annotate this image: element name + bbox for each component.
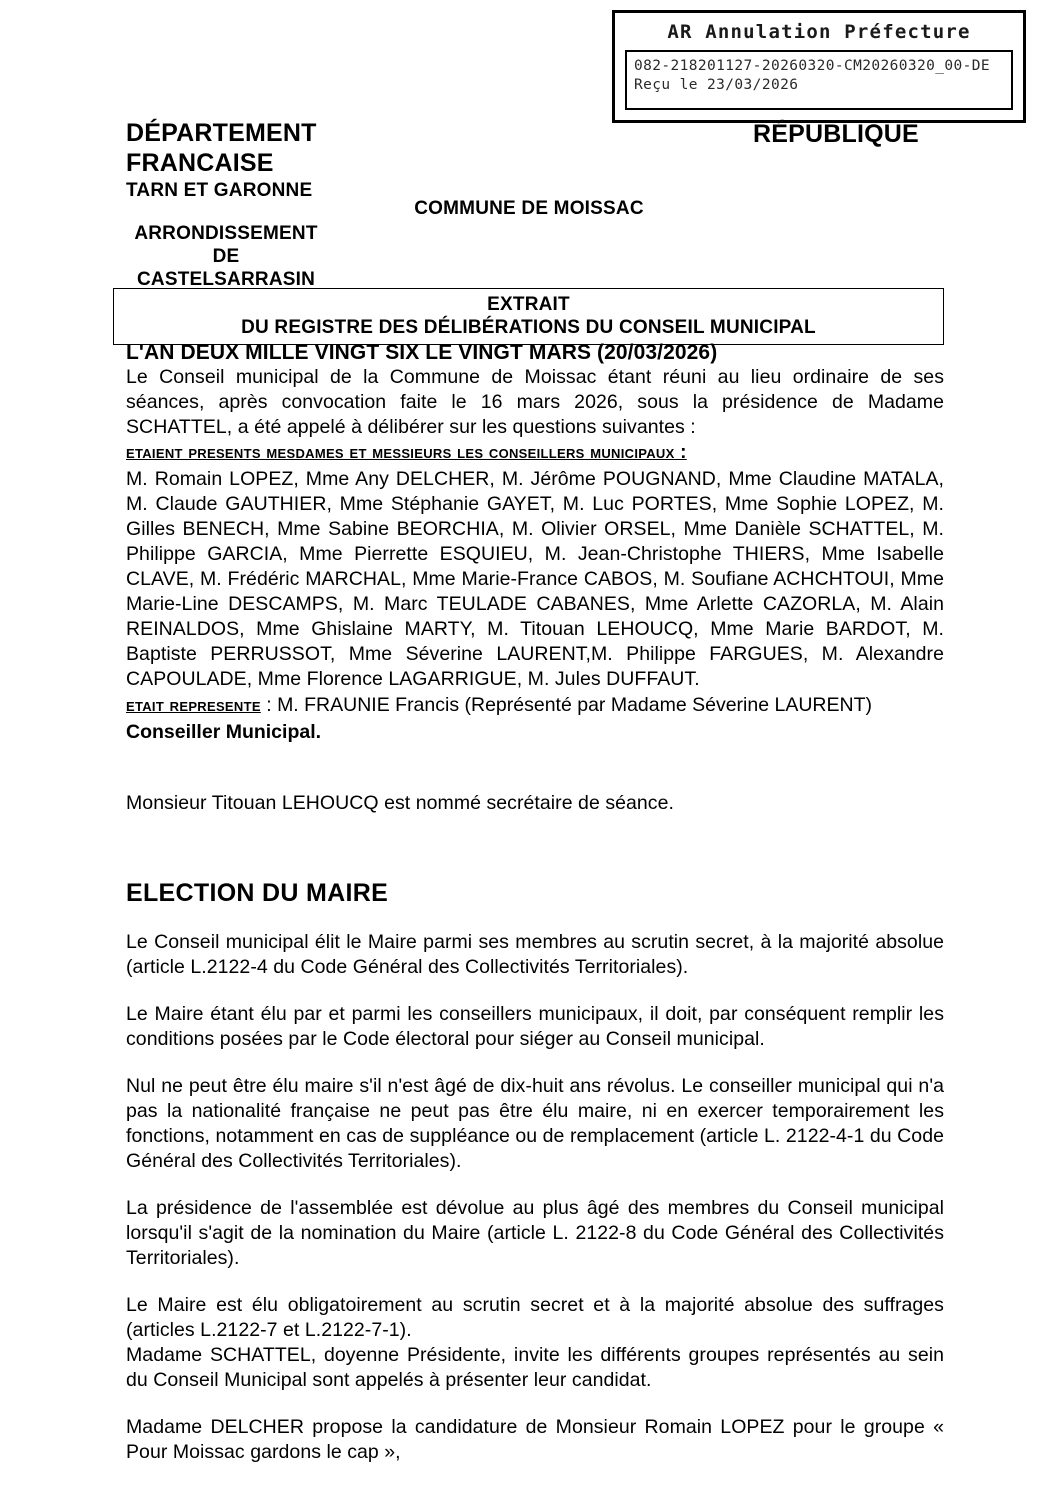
department-block [126,118,456,204]
section-heading-election-du-maire: ELECTION DU MAIRE [126,879,389,907]
extrait-subtitle: DU REGISTRE DES DÉLIBÉRATIONS DU CONSEIL MUNICIPAL [241,317,816,338]
document-body [126,340,944,1465]
extrait-box [113,288,944,345]
paragraph-2: Le Maire étant élu par et parmi les conseillers municipaux, il doit, par conséquent remplir les conditions posées par le Code électoral pour siéger au Conseil municipal. [126,1003,944,1050]
arrondissement-line-1: ARRONDISSEMENT [134,223,318,244]
secretaire-paragraph: Monsieur Titouan LEHOUCQ est nommé secrétaire de séance. [126,792,674,814]
department-line-2: FRANCAISE [126,149,274,177]
prefecture-stamp [612,10,1026,123]
paragraph-6: Madame SCHATTEL, doyenne Présidente, invite les différents groupes représentés au sein du Conseil Municipal sont appelés à présenter leur candidat. [126,1344,944,1391]
deliberation-date-title: L'AN DEUX MILLE VINGT SIX LE VINGT MARS (20/03/2026) [126,341,718,364]
stamp-body [625,50,1013,110]
arrondissement-line-2: DE [212,246,240,267]
department-line-3: TARN ET GARONNE [126,180,313,201]
represente-heading: etait represente [126,695,261,716]
represente-row [126,692,944,719]
paragraph-4: La présidence de l'assemblée est dévolue au plus âgé des membres du Conseil municipal lorsqu'il s'agit de la nomination du Maire (article L. 2122-8 du Code Général des Collectivités Territoriales). [126,1197,944,1269]
spacer-after-represente [126,745,944,791]
convocation-paragraph: Le Conseil municipal de la Commune de Moissac étant réuni au lieu ordinaire de ses séances, après convocation faite le 16 mars 2026, sous la présidence de Madame SCHATTEL, a été appelé à délibérer sur les questions suivantes : [126,366,944,438]
extrait-title: EXTRAIT [487,294,570,315]
presents-list: M. Romain LOPEZ, Mme Any DELCHER, M. Jérôme POUGNAND, Mme Claudine MATALA, M. Claude GAUTHIER, Mme Stéphanie GAYET, M. Luc PORTES, Mme Sophie LOPEZ, M. Gilles BENECH, Mme Sabine BEORCHIA, M. Olivier ORSEL, Mme Danièle SCHATTEL, M. Philippe GARCIA, Mme Pierrette ESQUIEU, M. Jean-Christophe THIERS, Mme Isabelle CLAVE, M. Frédéric MARCHAL, Mme Marie-France CABOS, M. Soufiane ACHCHTOUI, Mme Marie-Line DESCAMPS, M. Marc TEULADE CABANES, Mme Arlette CAZORLA, M. Alain REINALDOS, Mme Ghislaine MARTY, M. Titouan LEHOUCQ, Mme Marie BARDOT, M. Baptiste PERRUSSOT, Mme Séverine LAURENT,M. Philippe FARGUES, M. Alexandre CAPOULADE, Mme Florence LAGARRIGUE, M. Jules DUFFAUT. [126,468,944,690]
arrondissement-line-3: CASTELSARRASIN [136,269,316,290]
presents-heading-row [126,440,944,467]
stamp-received-date: Reçu le 23/03/2026 [634,77,799,93]
represente-text: : M. FRAUNIE Francis (Représenté par Madame Séverine LAURENT) [260,694,872,716]
paragraph-3: Nul ne peut être élu maire s'il n'est âgé de dix-huit ans révolus. Le conseiller municipal qui n'a pas la nationalité française ne peut pas être élu maire, ni en exercer temporairement les fonctions, notamment en cas de suppléance ou de remplacement (article L. 2122-4-1 du Code Général des Collectivités Territoriales). [126,1075,944,1172]
commune-label: COMMUNE DE MOISSAC [414,198,644,219]
arrondissement-block [126,222,326,291]
stamp-reference: 082-218201127-20260320-CM20260320_00-DE [634,58,991,74]
department-line-1: DÉPARTEMENT [126,119,317,147]
spacer-before-section [126,816,944,878]
presents-heading: etaient presents mesdames et messieurs les conseillers municipaux : [126,442,687,463]
stamp-title: AR Annulation Préfecture [667,21,971,43]
represente-role: Conseiller Municipal. [126,721,322,743]
paragraph-7: Madame DELCHER propose la candidature de Monsieur Romain LOPEZ pour le groupe « Pour Moissac gardons le cap », [126,1416,944,1463]
paragraph-5: Le Maire est élu obligatoirement au scrutin secret et à la majorité absolue des suffrages (articles L.2122-7 et L.2122-7-1). [126,1294,944,1341]
republique-label: RÉPUBLIQUE [753,120,919,148]
paragraph-1: Le Conseil municipal élit le Maire parmi ses membres au scrutin secret, à la majorité absolue (article L.2122-4 du Code Général des Collectivités Territoriales). [126,931,944,978]
